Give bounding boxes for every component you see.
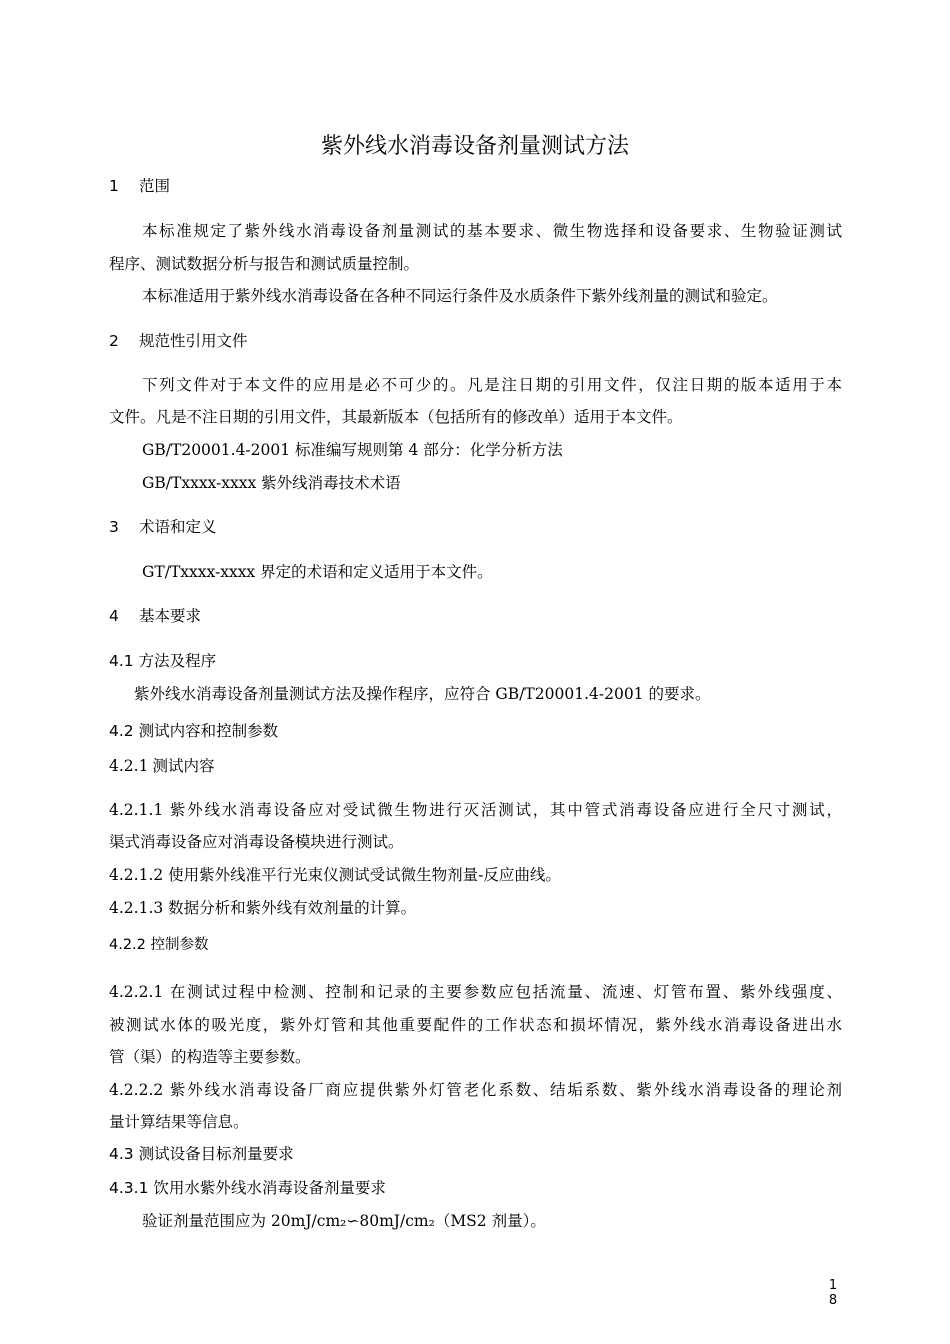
subsection-4-2-heading: 4.2 测试内容和控制参数: [109, 722, 279, 740]
section-title: 基本要求: [139, 607, 202, 625]
clause-line: 4.2.1.1 紫外线水消毒设备应对受试微生物进行灭活测试，其中管式消毒设备应进行全尺寸测试，: [109, 801, 842, 819]
section-title: 规范性引用文件: [139, 332, 248, 350]
section-number: 2: [109, 332, 119, 350]
section-2-heading: [109, 331, 248, 351]
clause: 4.2.1.2 使用紫外线准平行光束仪测试受试微生物剂量-反应曲线。: [109, 866, 561, 884]
section-number: 4: [109, 607, 119, 625]
paragraph-line: 下列文件对于本文件的应用是必不可少的。凡是注日期的引用文件，仅注日期的版本适用于本: [142, 376, 842, 394]
page-number: [825, 1278, 841, 1308]
clause-line: 被测试水体的吸光度，紫外灯管和其他重要配件的工作状态和损坏情况，紫外线水消毒设备进出水: [109, 1016, 842, 1034]
paragraph: 紫外线水消毒设备剂量测试方法及操作程序，应符合 GB/T20001.4-2001 的要求。: [134, 685, 711, 703]
section-number: 1: [109, 177, 119, 195]
section-3-heading: [109, 517, 217, 537]
clause-line: 4.2.2.2 紫外线水消毒设备厂商应提供紫外灯管老化系数、结垢系数、紫外线水消毒设备的理论剂: [109, 1081, 842, 1099]
paragraph: GT/Txxxx-xxxx 界定的术语和定义适用于本文件。: [142, 563, 493, 581]
section-1-heading: [109, 176, 170, 196]
clause-line: 渠式消毒设备应对消毒设备模块进行测试。: [109, 833, 404, 851]
reference-item: GB/T20001.4-2001 标准编写规则第 4 部分：化学分析方法: [142, 441, 563, 459]
subsection-title: 测试内容: [152, 757, 215, 775]
section-4-heading: [109, 606, 201, 626]
reference-item: GB/Txxxx-xxxx 紫外线消毒技术术语: [142, 474, 401, 492]
clause-line: 管（渠）的构造等主要参数。: [109, 1048, 311, 1066]
paragraph: 验证剂量范围应为 20mJ/cm₂∽80mJ/cm₂（MS2 剂量）。: [142, 1212, 546, 1230]
section-title: 范围: [139, 177, 171, 195]
clause: 4.2.1.3 数据分析和紫外线有效剂量的计算。: [109, 899, 417, 917]
clause-line: 4.2.2.1 在测试过程中检测、控制和记录的主要参数应包括流量、流速、灯管布置、紫外线强度、: [109, 983, 842, 1001]
subsection-4-2-2-heading: 4.2.2 控制参数: [109, 937, 209, 953]
paragraph: 本标准适用于紫外线水消毒设备在各种不同运行条件及水质条件下紫外线剂量的测试和验定。: [142, 287, 778, 305]
document-title: 紫外线水消毒设备剂量测试方法: [320, 134, 629, 159]
subsection-4-3-1-heading: 4.3.1 饮用水紫外线水消毒设备剂量要求: [109, 1179, 386, 1197]
subsection-number: 4.2.1: [109, 757, 149, 775]
paragraph-line: 文件。凡是不注日期的引用文件，其最新版本（包括所有的修改单）适用于本文件。: [109, 408, 683, 426]
section-number: 3: [109, 518, 119, 536]
subsection-4-2-1-heading: [109, 756, 214, 776]
page-number-line: 1: [828, 1278, 838, 1293]
section-title: 术语和定义: [139, 518, 217, 536]
paragraph-line: 本标准规定了紫外线水消毒设备剂量测试的基本要求、微生物选择和设备要求、生物验证测试: [142, 222, 842, 240]
page-number-line: 8: [828, 1293, 838, 1308]
clause-line: 量计算结果等信息。: [109, 1113, 249, 1131]
subsection-4-3-heading: 4.3 测试设备目标剂量要求: [109, 1145, 294, 1163]
subsection-4-1-heading: 4.1 方法及程序: [109, 652, 217, 670]
paragraph-line: 程序、测试数据分析与报告和测试质量控制。: [109, 255, 420, 273]
